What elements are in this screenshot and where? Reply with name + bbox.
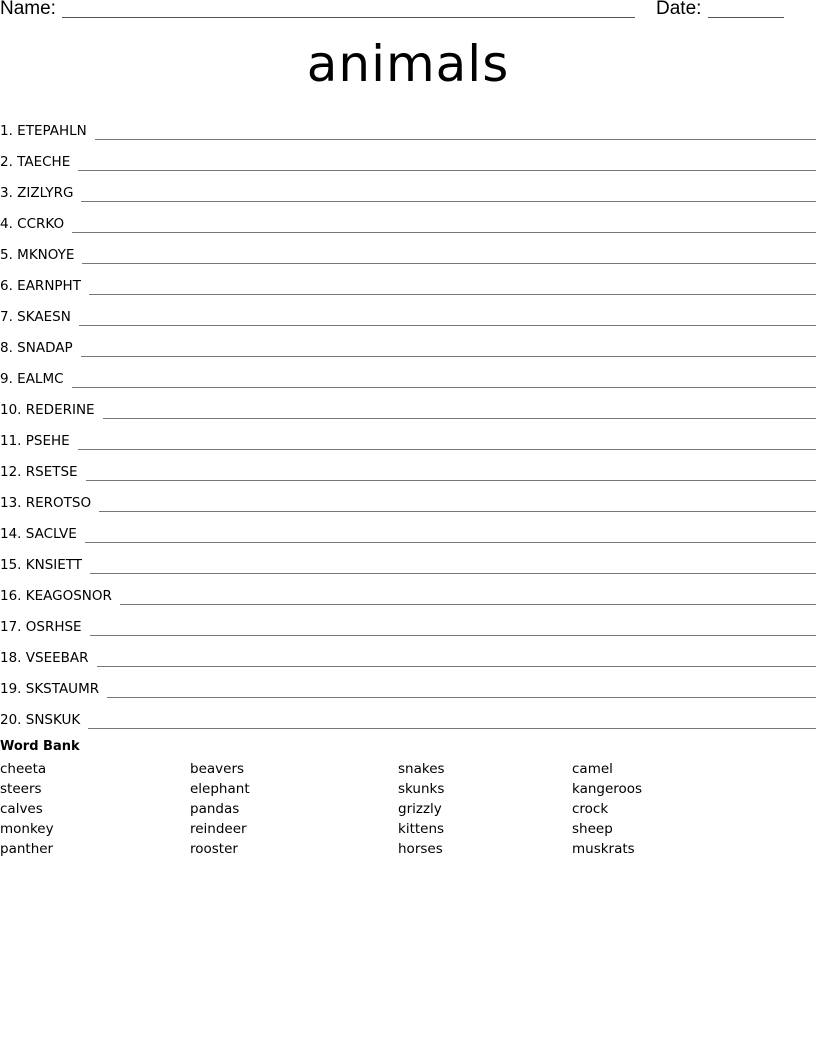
page-title: animals bbox=[306, 35, 510, 93]
answer-line[interactable] bbox=[89, 294, 816, 295]
answer-line[interactable] bbox=[72, 232, 816, 233]
question-row bbox=[0, 606, 816, 637]
question-row bbox=[0, 296, 816, 327]
answer-line[interactable] bbox=[86, 480, 816, 481]
question-row bbox=[0, 513, 816, 544]
word-bank-item: reindeer bbox=[190, 821, 247, 837]
answer-line[interactable] bbox=[99, 511, 816, 512]
date-label: Date: bbox=[656, 0, 702, 19]
question-row bbox=[0, 141, 816, 172]
question-row bbox=[0, 482, 816, 513]
answer-line[interactable] bbox=[79, 325, 816, 326]
answer-line[interactable] bbox=[95, 139, 816, 140]
answer-line[interactable] bbox=[82, 263, 816, 264]
question-row bbox=[0, 420, 816, 451]
date-field[interactable] bbox=[708, 17, 784, 18]
scrambled-word: 5. MKNOYE bbox=[0, 247, 75, 263]
scrambled-word: 15. KNSIETT bbox=[0, 557, 83, 573]
word-bank bbox=[0, 759, 816, 869]
question-row bbox=[0, 358, 816, 389]
word-bank-item: steers bbox=[0, 781, 42, 797]
scrambled-word: 17. OSRHSE bbox=[0, 619, 82, 635]
answer-line[interactable] bbox=[90, 635, 816, 636]
scrambled-word: 11. PSEHE bbox=[0, 433, 70, 449]
answer-line[interactable] bbox=[103, 418, 816, 419]
word-bank-item: muskrats bbox=[572, 841, 635, 857]
answer-line[interactable] bbox=[90, 573, 816, 574]
answer-line[interactable] bbox=[120, 604, 816, 605]
scrambled-word: 16. KEAGOSNOR bbox=[0, 588, 112, 604]
question-row bbox=[0, 327, 816, 358]
word-bank-column bbox=[398, 759, 445, 859]
scrambled-word: 18. VSEEBAR bbox=[0, 650, 89, 666]
word-bank-item: grizzly bbox=[398, 801, 442, 817]
scrambled-word: 7. SKAESN bbox=[0, 309, 71, 325]
question-list bbox=[0, 110, 816, 730]
word-bank-item: crock bbox=[572, 801, 609, 817]
word-bank-item: horses bbox=[398, 841, 443, 857]
scrambled-word: 10. REDERINE bbox=[0, 402, 95, 418]
question-row bbox=[0, 234, 816, 265]
question-row bbox=[0, 265, 816, 296]
answer-line[interactable] bbox=[72, 387, 816, 388]
scrambled-word: 20. SNSKUK bbox=[0, 712, 81, 728]
word-bank-item: sheep bbox=[572, 821, 613, 837]
word-bank-item: cheeta bbox=[0, 761, 47, 777]
answer-line[interactable] bbox=[78, 170, 816, 171]
question-row bbox=[0, 172, 816, 203]
scrambled-word: 6. EARNPHT bbox=[0, 278, 81, 294]
word-bank-item: panther bbox=[0, 841, 54, 857]
scrambled-word: 12. RSETSE bbox=[0, 464, 78, 480]
word-bank-item: pandas bbox=[190, 801, 240, 817]
answer-line[interactable] bbox=[78, 449, 816, 450]
scrambled-word: 8. SNADAP bbox=[0, 340, 73, 356]
scrambled-word: 1. ETEPAHLN bbox=[0, 123, 87, 139]
question-row bbox=[0, 451, 816, 482]
word-bank-item: snakes bbox=[398, 761, 445, 777]
answer-line[interactable] bbox=[88, 728, 816, 729]
word-bank-column bbox=[572, 759, 642, 859]
question-row bbox=[0, 389, 816, 420]
word-bank-item: kangeroos bbox=[572, 781, 643, 797]
scrambled-word: 2. TAECHE bbox=[0, 154, 71, 170]
word-bank-column bbox=[190, 759, 250, 859]
question-row bbox=[0, 575, 816, 606]
answer-line[interactable] bbox=[81, 356, 816, 357]
name-label: Name: bbox=[0, 0, 56, 19]
word-bank-item: calves bbox=[0, 801, 43, 817]
question-row bbox=[0, 637, 816, 668]
scrambled-word: 3. ZIZLYRG bbox=[0, 185, 74, 201]
word-bank-item: beavers bbox=[190, 761, 245, 777]
question-row bbox=[0, 699, 816, 730]
answer-line[interactable] bbox=[107, 697, 816, 698]
word-bank-title: Word Bank bbox=[0, 739, 80, 754]
answer-line[interactable] bbox=[81, 201, 816, 202]
scrambled-word: 9. EALMC bbox=[0, 371, 64, 387]
answer-line[interactable] bbox=[85, 542, 816, 543]
question-row bbox=[0, 544, 816, 575]
scrambled-word: 14. SACLVE bbox=[0, 526, 77, 542]
word-bank-item: monkey bbox=[0, 821, 54, 837]
word-bank-item: camel bbox=[572, 761, 613, 777]
word-bank-item: elephant bbox=[190, 781, 250, 797]
word-bank-column bbox=[0, 759, 54, 859]
question-row bbox=[0, 668, 816, 699]
answer-line[interactable] bbox=[97, 666, 816, 667]
word-bank-item: rooster bbox=[190, 841, 238, 857]
word-bank-item: kittens bbox=[398, 821, 445, 837]
scrambled-word: 19. SKSTAUMR bbox=[0, 681, 100, 697]
header bbox=[0, 0, 816, 24]
question-row bbox=[0, 203, 816, 234]
question-row bbox=[0, 110, 816, 141]
scrambled-word: 13. REROTSO bbox=[0, 495, 92, 511]
scrambled-word: 4. CCRKO bbox=[0, 216, 65, 232]
name-field[interactable] bbox=[62, 17, 635, 18]
word-bank-item: skunks bbox=[398, 781, 445, 797]
